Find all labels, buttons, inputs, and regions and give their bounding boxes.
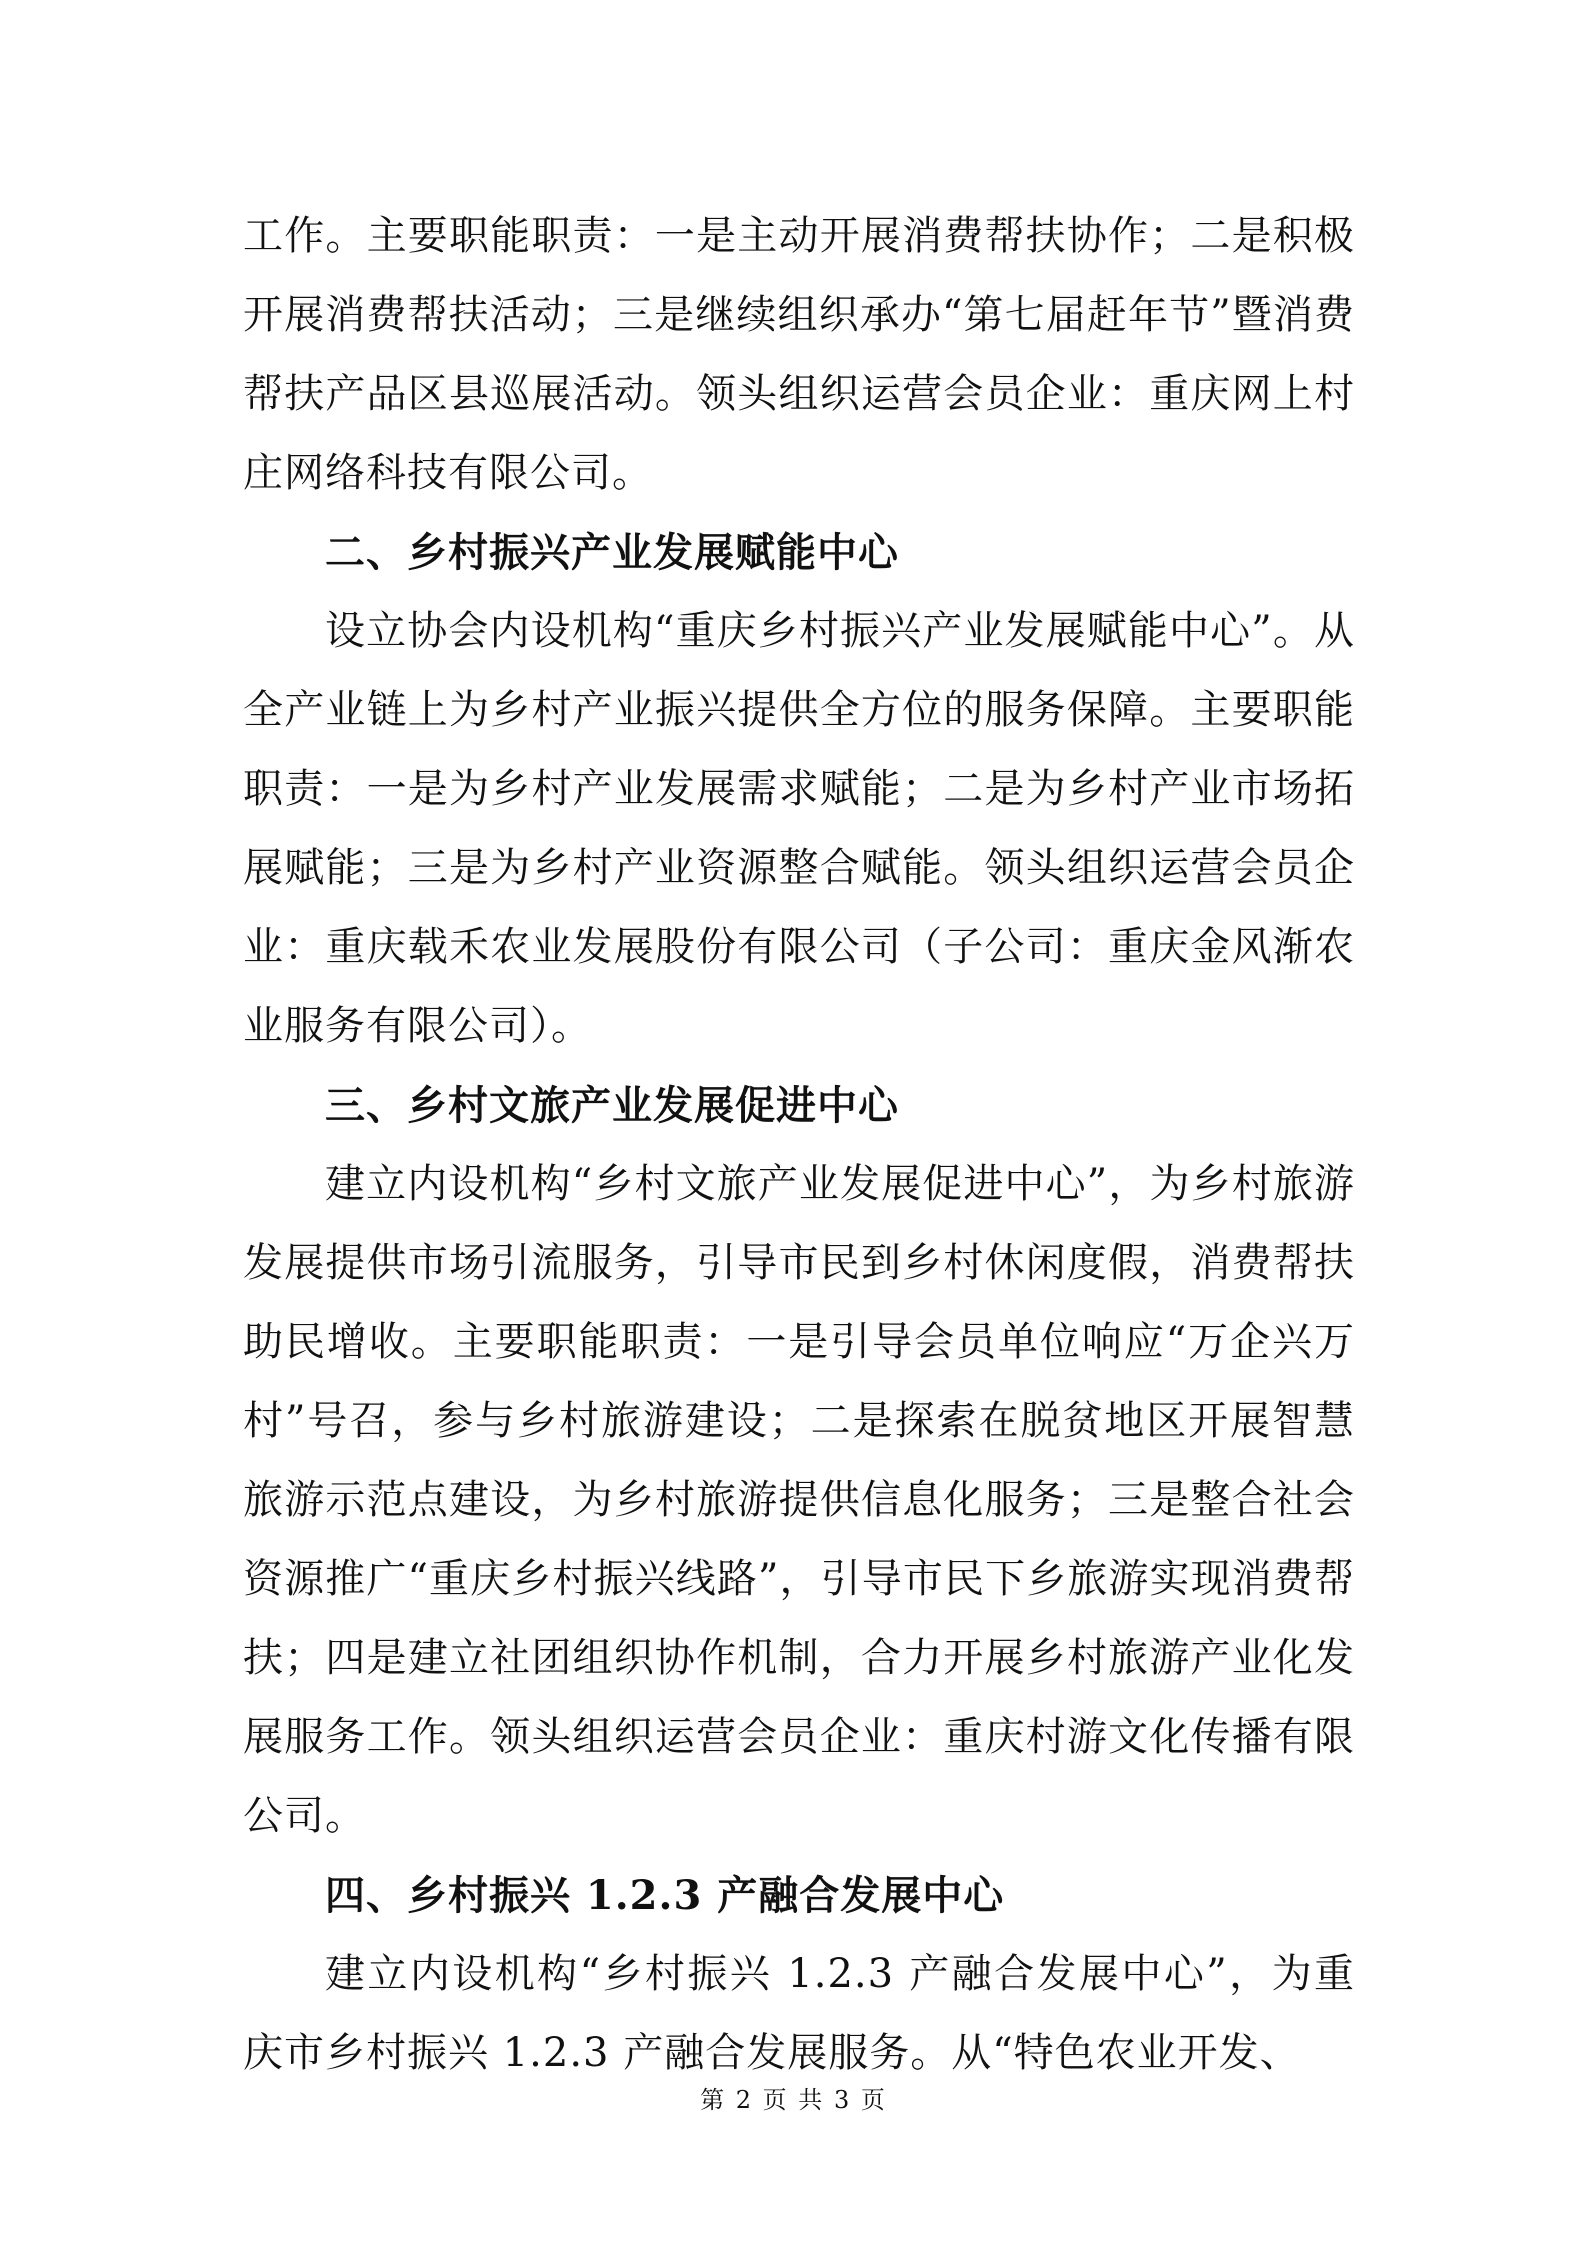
section-heading-industry-integration: 四、乡村振兴 1.2.3 产融合发展中心 <box>325 1872 1005 1919</box>
section-heading-industry-empowerment: 二、乡村振兴产业发展赋能中心 <box>325 529 899 576</box>
page-number-footer: 第 2 页 共 3 页 <box>700 2086 887 2114</box>
paragraph-industry-integration: 建立内设机构“乡村振兴 1.2.3 产融合发展中心”，为重庆市乡村振兴 1.2.3 产融合发展服务。从“特色农业开发、 <box>243 1951 1355 2076</box>
document-body <box>243 197 1355 2093</box>
paragraph-cultural-tourism: 建立内设机构“乡村文旅产业发展促进中心”，为乡村旅游发展提供市场引流服务，引导市民到乡村休闲度假，消费帮扶助民增收。主要职能职责：一是引导会员单位响应“万企兴万村”号召，参与乡村旅游建设；二是探索在脱贫地区开展智慧旅游示范点建设，为乡村旅游提供信息化服务；三是整合社会资源推广“重庆乡村振兴线路”，引导市民下乡旅游实现消费帮扶；四是建立社团组织协作机制，合力开展乡村旅游产业化发展服务工作。领头组织运营会员企业：重庆村游文化传播有限公司。 <box>243 1161 1355 1839</box>
section-heading-cultural-tourism: 三、乡村文旅产业发展促进中心 <box>325 1082 899 1129</box>
paragraph-industry-empowerment: 设立协会内设机构“重庆乡村振兴产业发展赋能中心”。从全产业链上为乡村产业振兴提供全方位的服务保障。主要职能职责：一是为乡村产业发展需求赋能；二是为乡村产业市场拓展赋能；三是为乡村产业资源整合赋能。领头组织运营会员企业：重庆载禾农业发展股份有限公司（子公司：重庆金风渐农业服务有限公司）。 <box>243 608 1355 1049</box>
paragraph-consumption-support-continued: 工作。主要职能职责：一是主动开展消费帮扶协作；二是积极开展消费帮扶活动；三是继续组织承办“第七届赶年节”暨消费帮扶产品区县巡展活动。领头组织运营会员企业：重庆网上村庄网络科技有限公司。 <box>243 213 1355 496</box>
